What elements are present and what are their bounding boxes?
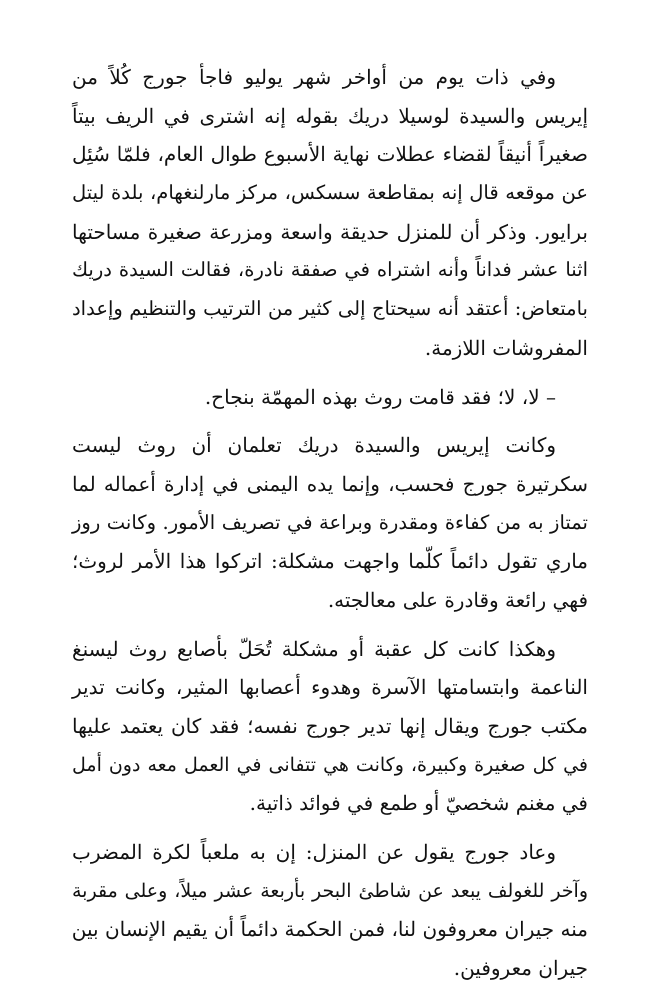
text-line: اثنا عشر فداناً وأنه اشتراه في صفقة نادرة، فقالت السيدة دريك bbox=[72, 258, 588, 282]
text-line: في مغنم شخصيّ أو طمع في فوائد ذاتية. bbox=[249, 791, 588, 816]
text-line: عن موقعه قال إنه بمقاطعة سسكس، مركز مارلنغهام، بلدة ليتل bbox=[72, 181, 588, 205]
text-line: صغيراً أنيقاً لقضاء عطلات نهاية الأسبوع طوال العام، فلمّا سُئِل bbox=[72, 142, 588, 167]
text-line: المفروشات اللازمة. bbox=[424, 335, 588, 360]
text-line: تمتاز به من كفاءة ومقدرة وبراعة في تصريف الأمور. وكانت روز bbox=[72, 510, 588, 534]
text-line: بامتعاض: أعتقد أنه سيحتاج إلى كثير من الترتيب والتنظيم وإعداد bbox=[72, 297, 588, 321]
paragraph-ruth-secretary bbox=[72, 426, 588, 619]
text-line: سكرتيرة جورج فحسب، وإنما يده اليمنى في إدارة أعماله لما bbox=[72, 471, 588, 496]
text-line: جيران معروفين. bbox=[453, 956, 588, 981]
paragraph-house-amenities bbox=[72, 833, 588, 988]
text-line: ماري تقول دائماً كلّما واجهت مشكلة: اتركوا هذا الأمر لروث؛ bbox=[72, 549, 588, 574]
text-line: وعاد جورج يقول عن المنزل: إن به ملعباً لكرة المضرب bbox=[72, 840, 556, 865]
text-line: برايور. وذكر أن للمنزل حديقة واسعة ومزرعة صغيرة مساحتها bbox=[72, 219, 588, 244]
text-line: مكتب جورج ويقال إنها تدير جورج نفسه؛ فقد كان يعتمد عليها bbox=[72, 714, 588, 738]
text-line: إيريس والسيدة لوسيلا دريك بقوله إنه اشترى في الريف بيتاً bbox=[72, 103, 588, 128]
text-line: في كل صغيرة وكبيرة، وكانت هي تتفانى في العمل معه دون أمل bbox=[72, 753, 588, 776]
text-line: وآخر للغولف يبعد عن شاطئ البحر بأربعة عشر ميلاً، وعلى مقربة bbox=[72, 879, 588, 902]
text-line: وهكذا كانت كل عقبة أو مشكلة تُحَلّ بأصابع روث ليسنغ bbox=[72, 636, 556, 661]
paragraph-dialogue bbox=[72, 378, 588, 417]
paragraph-ruth-manages bbox=[72, 630, 588, 823]
text-line: منه جيران معروفون لنا، فمن الحكمة دائماً أن يقيم الإنسان بين bbox=[71, 917, 588, 942]
text-line: فهي رائعة وقادرة على معالجته. bbox=[327, 587, 588, 612]
text-line: الناعمة وابتسامتها الآسرة وهدوء أعصابها المثير، وكانت تدير bbox=[72, 675, 588, 700]
text-line: وكانت إيريس والسيدة دريك تعلمان أن روث ليست bbox=[72, 433, 556, 458]
book-page bbox=[72, 58, 588, 998]
paragraph-house-purchase bbox=[72, 58, 588, 368]
text-line: وفي ذات يوم من أواخر شهر يوليو فاجأ جورج كُلاً من bbox=[72, 65, 556, 89]
text-line: – لا، لا؛ فقد قامت روث بهذه المهمّة بنجاح. bbox=[204, 384, 556, 409]
